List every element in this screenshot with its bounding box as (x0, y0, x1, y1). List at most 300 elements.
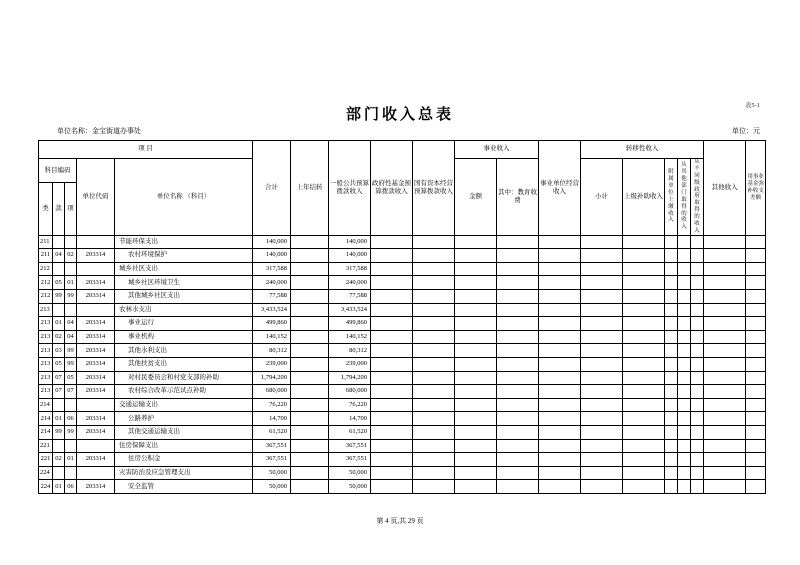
cell-kuan: 03 (53, 344, 65, 358)
cell-code: 203314 (77, 290, 115, 304)
cell-xiang: 99 (65, 425, 77, 439)
cell-carryover (291, 412, 329, 426)
cell-other (704, 317, 746, 331)
cell-xiang: 07 (65, 385, 77, 399)
cell-total: 140,000 (253, 235, 291, 249)
cell-superior (623, 330, 665, 344)
cell-general: 76,220 (329, 398, 371, 412)
cell-state_capital (413, 398, 455, 412)
cell-superior (623, 303, 665, 317)
header-state-capital: 国有资本经营预算拨款收入 (413, 141, 455, 236)
cell-diff_gov (691, 439, 704, 453)
cell-xiang: 04 (65, 317, 77, 331)
cell-other_dept (678, 330, 691, 344)
cell-total: 367,551 (253, 439, 291, 453)
cell-gov_fund (371, 290, 413, 304)
cell-general: 317,588 (329, 262, 371, 276)
cell-amount (455, 439, 497, 453)
cell-lei: 214 (39, 412, 53, 426)
cell-state_capital (413, 303, 455, 317)
cell-operating (539, 453, 581, 467)
cell-affiliated (665, 412, 678, 426)
header-item: 项 目 (39, 141, 253, 159)
cell-diff_gov (691, 425, 704, 439)
cell-gov_fund (371, 276, 413, 290)
cell-diff_gov (691, 453, 704, 467)
cell-code: 203314 (77, 371, 115, 385)
cell-total: 3,433,524 (253, 303, 291, 317)
cell-education_fee (497, 398, 539, 412)
cell-gov_fund (371, 317, 413, 331)
page-number: 第 4 页,共 29 页 (376, 517, 424, 525)
cell-xiang: 06 (65, 412, 77, 426)
cell-lei: 213 (39, 357, 53, 371)
cell-gov_fund (371, 330, 413, 344)
cell-name: 公路养护 (115, 412, 253, 426)
cell-other_dept (678, 235, 691, 249)
cell-name: 其他城乡社区支出 (115, 290, 253, 304)
cell-gov_fund (371, 235, 413, 249)
cell-education_fee (497, 439, 539, 453)
cell-other (704, 412, 746, 426)
table-row (39, 385, 766, 399)
cell-superior (623, 344, 665, 358)
cell-state_capital (413, 357, 455, 371)
cell-kuan (53, 303, 65, 317)
cell-kuan: 05 (53, 276, 65, 290)
cell-name: 其他交通运输支出 (115, 425, 253, 439)
cell-code: 203314 (77, 385, 115, 399)
cell-operating (539, 439, 581, 453)
cell-total: 76,220 (253, 398, 291, 412)
cell-subtotal (581, 357, 623, 371)
cell-amount (455, 317, 497, 331)
cell-superior (623, 371, 665, 385)
cell-affiliated (665, 290, 678, 304)
cell-lei: 213 (39, 303, 53, 317)
cell-other_dept (678, 317, 691, 331)
cell-kuan: 02 (53, 453, 65, 467)
header-amount: 金额 (455, 159, 497, 236)
cell-operating (539, 290, 581, 304)
cell-diff_gov (691, 317, 704, 331)
cell-general: 3,433,524 (329, 303, 371, 317)
cell-education_fee (497, 303, 539, 317)
cell-diff_gov (691, 303, 704, 317)
table-row (39, 290, 766, 304)
cell-carryover (291, 357, 329, 371)
table-row (39, 262, 766, 276)
table-row (39, 371, 766, 385)
cell-carryover (291, 425, 329, 439)
cell-subtotal (581, 344, 623, 358)
cell-name: 住房保障支出 (115, 439, 253, 453)
cell-affiliated (665, 249, 678, 263)
cell-kuan (53, 262, 65, 276)
cell-subtotal (581, 439, 623, 453)
cell-kuan: 07 (53, 371, 65, 385)
cell-education_fee (497, 371, 539, 385)
cell-fund_balance (746, 330, 766, 344)
cell-superior (623, 466, 665, 480)
cell-diff_gov (691, 385, 704, 399)
header-carryover: 上年结转 (291, 141, 329, 236)
cell-state_capital (413, 276, 455, 290)
cell-lei: 211 (39, 235, 53, 249)
cell-gov_fund (371, 453, 413, 467)
cell-affiliated (665, 276, 678, 290)
cell-other_dept (678, 303, 691, 317)
cell-fund_balance (746, 262, 766, 276)
cell-amount (455, 276, 497, 290)
cell-fund_balance (746, 412, 766, 426)
header-general-budget: 一般公共预算拨款收入 (329, 141, 371, 236)
cell-general: 680,000 (329, 385, 371, 399)
cell-affiliated (665, 371, 678, 385)
table-row (39, 425, 766, 439)
cell-subtotal (581, 371, 623, 385)
header-other-departments: 从其他部门取得的收入 (678, 159, 691, 236)
cell-code: 203314 (77, 480, 115, 494)
cell-state_capital (413, 344, 455, 358)
cell-other (704, 357, 746, 371)
cell-superior (623, 276, 665, 290)
cell-education_fee (497, 425, 539, 439)
cell-subtotal (581, 398, 623, 412)
cell-gov_fund (371, 439, 413, 453)
cell-lei: 211 (39, 249, 53, 263)
cell-superior (623, 262, 665, 276)
cell-name: 事业运行 (115, 317, 253, 331)
cell-kuan (53, 235, 65, 249)
cell-name: 城乡社区环境卫生 (115, 276, 253, 290)
cell-diff_gov (691, 466, 704, 480)
cell-lei: 212 (39, 276, 53, 290)
cell-subtotal (581, 330, 623, 344)
header-unit-code: 单位代码 (77, 159, 115, 236)
cell-xiang: 05 (65, 371, 77, 385)
cell-subtotal (581, 290, 623, 304)
cell-operating (539, 412, 581, 426)
cell-lei: 213 (39, 371, 53, 385)
cell-general: 140,000 (329, 235, 371, 249)
cell-other_dept (678, 453, 691, 467)
cell-general: 240,000 (329, 276, 371, 290)
cell-diff_gov (691, 371, 704, 385)
cell-gov_fund (371, 303, 413, 317)
cell-total: 317,588 (253, 262, 291, 276)
cell-other (704, 235, 746, 249)
cell-name: 节能环保支出 (115, 235, 253, 249)
cell-lei: 214 (39, 398, 53, 412)
cell-general: 499,860 (329, 317, 371, 331)
cell-amount (455, 453, 497, 467)
cell-other (704, 439, 746, 453)
cell-diff_gov (691, 290, 704, 304)
cell-gov_fund (371, 344, 413, 358)
cell-affiliated (665, 480, 678, 494)
table-row (39, 235, 766, 249)
cell-code: 203314 (77, 317, 115, 331)
cell-operating (539, 235, 581, 249)
cell-amount (455, 330, 497, 344)
cell-xiang: 06 (65, 480, 77, 494)
cell-fund_balance (746, 317, 766, 331)
header-operating-income: 事业单位经营收入 (539, 141, 581, 236)
cell-code (77, 235, 115, 249)
cell-carryover (291, 303, 329, 317)
cell-operating (539, 303, 581, 317)
cell-total: 50,000 (253, 480, 291, 494)
cell-other (704, 398, 746, 412)
cell-other (704, 453, 746, 467)
cell-other (704, 262, 746, 276)
table-row (39, 412, 766, 426)
cell-education_fee (497, 290, 539, 304)
unit-name-label: 单位名称：金宝街道办事处 (57, 127, 141, 135)
cell-affiliated (665, 385, 678, 399)
cell-amount (455, 249, 497, 263)
cell-other (704, 303, 746, 317)
cell-lei: 221 (39, 439, 53, 453)
cell-kuan: 01 (53, 480, 65, 494)
cell-kuan: 99 (53, 290, 65, 304)
cell-state_capital (413, 249, 455, 263)
cell-other_dept (678, 480, 691, 494)
cell-other_dept (678, 290, 691, 304)
cell-total: 50,000 (253, 466, 291, 480)
table-row (39, 453, 766, 467)
cell-xiang (65, 466, 77, 480)
cell-subtotal (581, 317, 623, 331)
cell-diff_gov (691, 262, 704, 276)
cell-other (704, 249, 746, 263)
cell-other (704, 276, 746, 290)
cell-state_capital (413, 330, 455, 344)
cell-kuan: 05 (53, 357, 65, 371)
cell-operating (539, 344, 581, 358)
cell-lei: 212 (39, 262, 53, 276)
cell-xiang: 99 (65, 290, 77, 304)
cell-xiang: 02 (65, 249, 77, 263)
cell-affiliated (665, 466, 678, 480)
table-row (39, 439, 766, 453)
cell-general: 61,520 (329, 425, 371, 439)
header-subject-code: 科目编码 (39, 159, 77, 183)
currency-unit-label: 单位：元 (732, 127, 760, 135)
cell-carryover (291, 235, 329, 249)
cell-operating (539, 317, 581, 331)
cell-general: 14,700 (329, 412, 371, 426)
cell-other (704, 480, 746, 494)
table-row (39, 317, 766, 331)
cell-superior (623, 249, 665, 263)
cell-gov_fund (371, 425, 413, 439)
header-unit-name: 单位名称 （科目） (115, 159, 253, 236)
cell-name: 其他水利支出 (115, 344, 253, 358)
cell-lei: 213 (39, 385, 53, 399)
cell-lei: 213 (39, 317, 53, 331)
cell-subtotal (581, 453, 623, 467)
cell-superior (623, 290, 665, 304)
header-gov-fund: 政府性基金预算拨款收入 (371, 141, 413, 236)
table-row (39, 480, 766, 494)
table-header (39, 141, 766, 236)
cell-state_capital (413, 235, 455, 249)
cell-operating (539, 357, 581, 371)
cell-amount (455, 412, 497, 426)
cell-diff_gov (691, 398, 704, 412)
cell-fund_balance (746, 398, 766, 412)
cell-carryover (291, 276, 329, 290)
cell-subtotal (581, 235, 623, 249)
cell-amount (455, 425, 497, 439)
cell-amount (455, 385, 497, 399)
cell-carryover (291, 330, 329, 344)
cell-code (77, 262, 115, 276)
cell-fund_balance (746, 385, 766, 399)
cell-other_dept (678, 412, 691, 426)
cell-code (77, 398, 115, 412)
cell-affiliated (665, 262, 678, 276)
cell-lei: 213 (39, 344, 53, 358)
cell-operating (539, 276, 581, 290)
header-education-fee: 其中：教育收费 (497, 159, 539, 236)
cell-operating (539, 249, 581, 263)
cell-other_dept (678, 276, 691, 290)
cell-fund_balance (746, 276, 766, 290)
cell-superior (623, 453, 665, 467)
cell-kuan: 01 (53, 317, 65, 331)
cell-affiliated (665, 425, 678, 439)
cell-operating (539, 425, 581, 439)
header-different-gov: 从不同级政府取得的收入 (691, 159, 704, 236)
cell-state_capital (413, 466, 455, 480)
header-xiang: 项 (65, 183, 77, 235)
header-total: 合计 (253, 141, 291, 236)
cell-kuan (53, 439, 65, 453)
cell-xiang (65, 303, 77, 317)
cell-carryover (291, 480, 329, 494)
cell-fund_balance (746, 453, 766, 467)
cell-general: 50,000 (329, 466, 371, 480)
cell-amount (455, 290, 497, 304)
cell-total: 367,551 (253, 453, 291, 467)
cell-carryover (291, 385, 329, 399)
cell-gov_fund (371, 385, 413, 399)
cell-general: 140,152 (329, 330, 371, 344)
cell-subtotal (581, 276, 623, 290)
cell-education_fee (497, 330, 539, 344)
cell-amount (455, 303, 497, 317)
cell-kuan (53, 466, 65, 480)
cell-code (77, 303, 115, 317)
cell-subtotal (581, 262, 623, 276)
cell-subtotal (581, 303, 623, 317)
cell-fund_balance (746, 249, 766, 263)
header-business-income: 事业收入 (455, 141, 539, 159)
cell-general: 1,794,200 (329, 371, 371, 385)
cell-code: 203314 (77, 344, 115, 358)
cell-superior (623, 398, 665, 412)
cell-xiang: 04 (65, 330, 77, 344)
cell-kuan: 04 (53, 249, 65, 263)
cell-total: 499,860 (253, 317, 291, 331)
cell-other (704, 371, 746, 385)
cell-other_dept (678, 262, 691, 276)
cell-state_capital (413, 480, 455, 494)
cell-total: 1,794,200 (253, 371, 291, 385)
cell-operating (539, 262, 581, 276)
cell-code (77, 439, 115, 453)
table-row (39, 330, 766, 344)
cell-affiliated (665, 317, 678, 331)
cell-gov_fund (371, 412, 413, 426)
cell-other (704, 290, 746, 304)
cell-code: 203314 (77, 425, 115, 439)
cell-gov_fund (371, 466, 413, 480)
cell-name: 住房公积金 (115, 453, 253, 467)
table-row (39, 303, 766, 317)
cell-xiang: 01 (65, 276, 77, 290)
cell-amount (455, 398, 497, 412)
cell-total: 680,000 (253, 385, 291, 399)
cell-subtotal (581, 385, 623, 399)
cell-fund_balance (746, 303, 766, 317)
cell-xiang (65, 398, 77, 412)
cell-lei: 221 (39, 453, 53, 467)
cell-amount (455, 235, 497, 249)
cell-fund_balance (746, 439, 766, 453)
cell-superior (623, 425, 665, 439)
form-number: 表5-1 (744, 102, 760, 109)
cell-superior (623, 439, 665, 453)
cell-diff_gov (691, 344, 704, 358)
cell-education_fee (497, 317, 539, 331)
cell-operating (539, 371, 581, 385)
cell-state_capital (413, 412, 455, 426)
cell-kuan: 07 (53, 385, 65, 399)
cell-kuan: 99 (53, 425, 65, 439)
cell-gov_fund (371, 398, 413, 412)
cell-other (704, 466, 746, 480)
cell-carryover (291, 317, 329, 331)
cell-diff_gov (691, 480, 704, 494)
cell-carryover (291, 249, 329, 263)
header-subtotal: 小计 (581, 159, 623, 236)
cell-carryover (291, 290, 329, 304)
cell-general: 80,312 (329, 344, 371, 358)
table-row (39, 398, 766, 412)
cell-diff_gov (691, 412, 704, 426)
table-row (39, 276, 766, 290)
cell-fund_balance (746, 425, 766, 439)
cell-total: 140,000 (253, 249, 291, 263)
cell-state_capital (413, 262, 455, 276)
cell-kuan: 02 (53, 330, 65, 344)
table-row (39, 466, 766, 480)
cell-total: 77,588 (253, 290, 291, 304)
cell-name: 对村民委员会和村党支部的补助 (115, 371, 253, 385)
cell-operating (539, 385, 581, 399)
cell-operating (539, 480, 581, 494)
cell-code: 203314 (77, 453, 115, 467)
cell-subtotal (581, 480, 623, 494)
cell-state_capital (413, 385, 455, 399)
cell-carryover (291, 453, 329, 467)
cell-name: 交通运输支出 (115, 398, 253, 412)
cell-affiliated (665, 357, 678, 371)
